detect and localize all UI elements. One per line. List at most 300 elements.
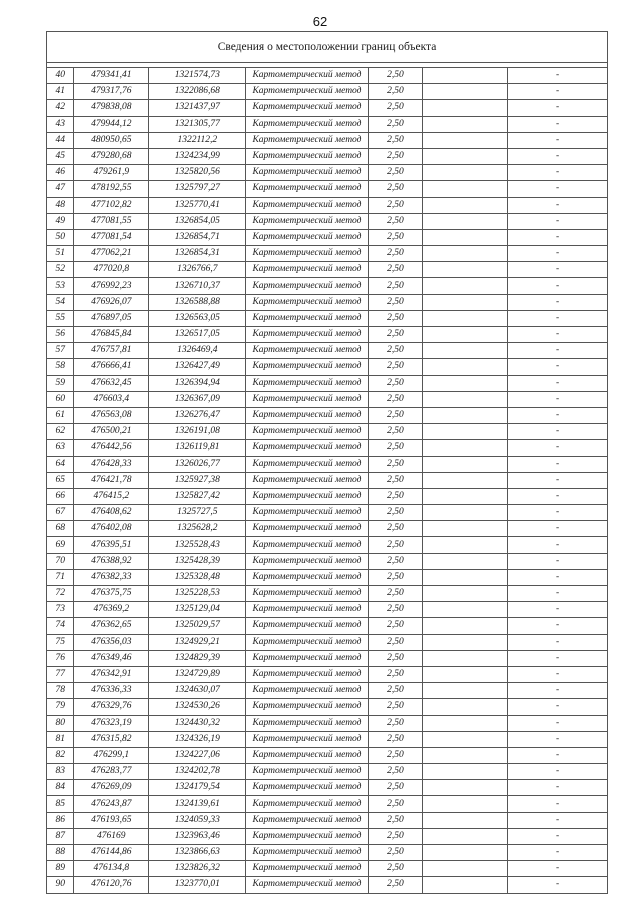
extra-cell-b: -: [508, 634, 608, 650]
x-coordinate-cell: 476402,08: [74, 521, 149, 537]
y-coordinate-cell: 1324234,99: [149, 148, 246, 164]
point-number-cell: 76: [47, 650, 74, 666]
extra-cell-b: -: [508, 796, 608, 812]
x-coordinate-cell: 477062,21: [74, 246, 149, 262]
table-row: [47, 424, 608, 440]
extra-cell-b: -: [508, 132, 608, 148]
accuracy-cell: 2,50: [368, 602, 423, 618]
extra-cell-a: [423, 521, 508, 537]
extra-cell-b: -: [508, 472, 608, 488]
point-number-cell: 77: [47, 666, 74, 682]
extra-cell-b: -: [508, 683, 608, 699]
extra-cell-a: [423, 650, 508, 666]
extra-cell-a: [423, 812, 508, 828]
point-number-cell: 63: [47, 440, 74, 456]
extra-cell-a: [423, 861, 508, 877]
boundary-coordinates-table: [46, 31, 608, 894]
extra-cell-b: -: [508, 699, 608, 715]
extra-cell-b: -: [508, 764, 608, 780]
point-number-cell: 84: [47, 780, 74, 796]
accuracy-cell: 2,50: [368, 683, 423, 699]
extra-cell-a: [423, 391, 508, 407]
table-row: [47, 310, 608, 326]
extra-cell-a: [423, 132, 508, 148]
table-row: [47, 197, 608, 213]
point-number-cell: 40: [47, 68, 74, 84]
point-number-cell: 51: [47, 246, 74, 262]
x-coordinate-cell: 476315,82: [74, 731, 149, 747]
extra-cell-a: [423, 715, 508, 731]
y-coordinate-cell: 1324430,32: [149, 715, 246, 731]
extra-cell-b: -: [508, 521, 608, 537]
extra-cell-a: [423, 148, 508, 164]
table-row: [47, 359, 608, 375]
method-cell: Картометрический метод: [246, 116, 368, 132]
accuracy-cell: 2,50: [368, 343, 423, 359]
y-coordinate-cell: 1325628,2: [149, 521, 246, 537]
table-row: [47, 715, 608, 731]
point-number-cell: 89: [47, 861, 74, 877]
accuracy-cell: 2,50: [368, 488, 423, 504]
table-row: [47, 262, 608, 278]
page-number: 62: [312, 14, 328, 29]
point-number-cell: 53: [47, 278, 74, 294]
method-cell: Картометрический метод: [246, 100, 368, 116]
point-number-cell: 48: [47, 197, 74, 213]
extra-cell-b: -: [508, 569, 608, 585]
table-row: [47, 440, 608, 456]
accuracy-cell: 2,50: [368, 246, 423, 262]
method-cell: Картометрический метод: [246, 181, 368, 197]
extra-cell-a: [423, 343, 508, 359]
method-cell: Картометрический метод: [246, 197, 368, 213]
x-coordinate-cell: 476897,05: [74, 310, 149, 326]
table-row: [47, 828, 608, 844]
extra-cell-b: -: [508, 359, 608, 375]
extra-cell-a: [423, 68, 508, 84]
table-row: [47, 278, 608, 294]
point-number-cell: 45: [47, 148, 74, 164]
method-cell: Картометрический метод: [246, 505, 368, 521]
x-coordinate-cell: 476362,65: [74, 618, 149, 634]
method-cell: Картометрический метод: [246, 132, 368, 148]
table-row: [47, 650, 608, 666]
extra-cell-a: [423, 634, 508, 650]
x-coordinate-cell: 476375,75: [74, 586, 149, 602]
extra-cell-b: -: [508, 780, 608, 796]
x-coordinate-cell: 479944,12: [74, 116, 149, 132]
extra-cell-b: -: [508, 375, 608, 391]
extra-cell-a: [423, 472, 508, 488]
method-cell: Картометрический метод: [246, 586, 368, 602]
table-row: [47, 618, 608, 634]
x-coordinate-cell: 476243,87: [74, 796, 149, 812]
extra-cell-b: -: [508, 747, 608, 763]
method-cell: Картометрический метод: [246, 407, 368, 423]
accuracy-cell: 2,50: [368, 828, 423, 844]
extra-cell-b: -: [508, 602, 608, 618]
x-coordinate-cell: 477081,54: [74, 229, 149, 245]
accuracy-cell: 2,50: [368, 424, 423, 440]
table-row: [47, 666, 608, 682]
y-coordinate-cell: 1325727,5: [149, 505, 246, 521]
y-coordinate-cell: 1325129,04: [149, 602, 246, 618]
table-header-row: [47, 32, 608, 63]
y-coordinate-cell: 1326427,49: [149, 359, 246, 375]
extra-cell-a: [423, 747, 508, 763]
accuracy-cell: 2,50: [368, 666, 423, 682]
y-coordinate-cell: 1323866,63: [149, 845, 246, 861]
point-number-cell: 66: [47, 488, 74, 504]
extra-cell-a: [423, 440, 508, 456]
table-row: [47, 407, 608, 423]
y-coordinate-cell: 1325827,42: [149, 488, 246, 504]
y-coordinate-cell: 1324530,26: [149, 699, 246, 715]
y-coordinate-cell: 1326469,4: [149, 343, 246, 359]
extra-cell-a: [423, 602, 508, 618]
accuracy-cell: 2,50: [368, 553, 423, 569]
method-cell: Картометрический метод: [246, 666, 368, 682]
y-coordinate-cell: 1326854,31: [149, 246, 246, 262]
y-coordinate-cell: 1326517,05: [149, 327, 246, 343]
accuracy-cell: 2,50: [368, 391, 423, 407]
method-cell: Картометрический метод: [246, 294, 368, 310]
extra-cell-a: [423, 359, 508, 375]
method-cell: Картометрический метод: [246, 359, 368, 375]
table-row: [47, 84, 608, 100]
point-number-cell: 43: [47, 116, 74, 132]
point-number-cell: 65: [47, 472, 74, 488]
extra-cell-b: -: [508, 407, 608, 423]
extra-cell-b: -: [508, 456, 608, 472]
extra-cell-b: -: [508, 424, 608, 440]
extra-cell-b: -: [508, 327, 608, 343]
y-coordinate-cell: 1325927,38: [149, 472, 246, 488]
method-cell: Картометрический метод: [246, 828, 368, 844]
accuracy-cell: 2,50: [368, 375, 423, 391]
point-number-cell: 81: [47, 731, 74, 747]
accuracy-cell: 2,50: [368, 780, 423, 796]
y-coordinate-cell: 1326710,37: [149, 278, 246, 294]
accuracy-cell: 2,50: [368, 262, 423, 278]
table-row: [47, 877, 608, 893]
extra-cell-a: [423, 407, 508, 423]
accuracy-cell: 2,50: [368, 699, 423, 715]
point-number-cell: 87: [47, 828, 74, 844]
extra-cell-b: -: [508, 391, 608, 407]
table-row: [47, 472, 608, 488]
y-coordinate-cell: 1326026,77: [149, 456, 246, 472]
table-row: [47, 747, 608, 763]
y-coordinate-cell: 1324829,39: [149, 650, 246, 666]
x-coordinate-cell: 476336,33: [74, 683, 149, 699]
table-row: [47, 375, 608, 391]
extra-cell-b: -: [508, 877, 608, 893]
y-coordinate-cell: 1325770,41: [149, 197, 246, 213]
y-coordinate-cell: 1324139,61: [149, 796, 246, 812]
x-coordinate-cell: 476134,8: [74, 861, 149, 877]
method-cell: Картометрический метод: [246, 521, 368, 537]
extra-cell-b: -: [508, 310, 608, 326]
x-coordinate-cell: 476563,08: [74, 407, 149, 423]
table-row: [47, 246, 608, 262]
table-row: [47, 343, 608, 359]
x-coordinate-cell: 476342,91: [74, 666, 149, 682]
accuracy-cell: 2,50: [368, 715, 423, 731]
extra-cell-a: [423, 84, 508, 100]
accuracy-cell: 2,50: [368, 310, 423, 326]
x-coordinate-cell: 479280,68: [74, 148, 149, 164]
y-coordinate-cell: 1326276,47: [149, 407, 246, 423]
accuracy-cell: 2,50: [368, 472, 423, 488]
table-body: [47, 68, 608, 894]
point-number-cell: 62: [47, 424, 74, 440]
table-row: [47, 165, 608, 181]
accuracy-cell: 2,50: [368, 537, 423, 553]
y-coordinate-cell: 1324227,06: [149, 747, 246, 763]
extra-cell-a: [423, 569, 508, 585]
table-row: [47, 569, 608, 585]
extra-cell-b: -: [508, 440, 608, 456]
extra-cell-a: [423, 278, 508, 294]
method-cell: Картометрический метод: [246, 553, 368, 569]
table-row: [47, 148, 608, 164]
x-coordinate-cell: 479341,41: [74, 68, 149, 84]
y-coordinate-cell: 1325328,48: [149, 569, 246, 585]
accuracy-cell: 2,50: [368, 877, 423, 893]
y-coordinate-cell: 1324179,54: [149, 780, 246, 796]
y-coordinate-cell: 1323770,01: [149, 877, 246, 893]
y-coordinate-cell: 1321574,73: [149, 68, 246, 84]
y-coordinate-cell: 1321437,97: [149, 100, 246, 116]
x-coordinate-cell: 476269,09: [74, 780, 149, 796]
x-coordinate-cell: 476283,77: [74, 764, 149, 780]
method-cell: Картометрический метод: [246, 812, 368, 828]
y-coordinate-cell: 1324202,78: [149, 764, 246, 780]
extra-cell-b: -: [508, 197, 608, 213]
extra-cell-a: [423, 537, 508, 553]
extra-cell-b: -: [508, 165, 608, 181]
x-coordinate-cell: 476369,2: [74, 602, 149, 618]
method-cell: Картометрический метод: [246, 796, 368, 812]
method-cell: Картометрический метод: [246, 861, 368, 877]
y-coordinate-cell: 1322086,68: [149, 84, 246, 100]
extra-cell-a: [423, 100, 508, 116]
extra-cell-a: [423, 780, 508, 796]
table-row: [47, 132, 608, 148]
y-coordinate-cell: 1326367,09: [149, 391, 246, 407]
method-cell: Картометрический метод: [246, 683, 368, 699]
y-coordinate-cell: 1326854,71: [149, 229, 246, 245]
table-row: [47, 796, 608, 812]
table-row: [47, 586, 608, 602]
extra-cell-b: -: [508, 715, 608, 731]
method-cell: Картометрический метод: [246, 877, 368, 893]
extra-cell-a: [423, 683, 508, 699]
accuracy-cell: 2,50: [368, 278, 423, 294]
point-number-cell: 59: [47, 375, 74, 391]
table-row: [47, 553, 608, 569]
accuracy-cell: 2,50: [368, 294, 423, 310]
accuracy-cell: 2,50: [368, 650, 423, 666]
x-coordinate-cell: 476356,03: [74, 634, 149, 650]
accuracy-cell: 2,50: [368, 845, 423, 861]
point-number-cell: 75: [47, 634, 74, 650]
x-coordinate-cell: 476415,2: [74, 488, 149, 504]
point-number-cell: 71: [47, 569, 74, 585]
point-number-cell: 56: [47, 327, 74, 343]
method-cell: Картометрический метод: [246, 472, 368, 488]
y-coordinate-cell: 1325029,57: [149, 618, 246, 634]
point-number-cell: 46: [47, 165, 74, 181]
y-coordinate-cell: 1326766,7: [149, 262, 246, 278]
method-cell: Картометрический метод: [246, 84, 368, 100]
point-number-cell: 79: [47, 699, 74, 715]
extra-cell-b: -: [508, 181, 608, 197]
extra-cell-b: -: [508, 828, 608, 844]
point-number-cell: 74: [47, 618, 74, 634]
table-row: [47, 861, 608, 877]
point-number-cell: 82: [47, 747, 74, 763]
point-number-cell: 47: [47, 181, 74, 197]
x-coordinate-cell: 476845,84: [74, 327, 149, 343]
point-number-cell: 70: [47, 553, 74, 569]
table-row: [47, 100, 608, 116]
extra-cell-a: [423, 505, 508, 521]
x-coordinate-cell: 476388,92: [74, 553, 149, 569]
method-cell: Картометрический метод: [246, 747, 368, 763]
y-coordinate-cell: 1326394,94: [149, 375, 246, 391]
x-coordinate-cell: 477102,82: [74, 197, 149, 213]
extra-cell-b: -: [508, 100, 608, 116]
extra-cell-b: -: [508, 488, 608, 504]
y-coordinate-cell: 1326588,88: [149, 294, 246, 310]
point-number-cell: 54: [47, 294, 74, 310]
extra-cell-b: -: [508, 84, 608, 100]
extra-cell-a: [423, 262, 508, 278]
point-number-cell: 67: [47, 505, 74, 521]
extra-cell-a: [423, 699, 508, 715]
x-coordinate-cell: 480950,65: [74, 132, 149, 148]
extra-cell-b: -: [508, 343, 608, 359]
extra-cell-a: [423, 666, 508, 682]
accuracy-cell: 2,50: [368, 764, 423, 780]
accuracy-cell: 2,50: [368, 407, 423, 423]
y-coordinate-cell: 1323963,46: [149, 828, 246, 844]
accuracy-cell: 2,50: [368, 68, 423, 84]
x-coordinate-cell: 477081,55: [74, 213, 149, 229]
extra-cell-a: [423, 764, 508, 780]
y-coordinate-cell: 1323826,32: [149, 861, 246, 877]
extra-cell-b: -: [508, 845, 608, 861]
table-row: [47, 521, 608, 537]
method-cell: Картометрический метод: [246, 375, 368, 391]
table-row: [47, 699, 608, 715]
extra-cell-b: -: [508, 861, 608, 877]
method-cell: Картометрический метод: [246, 569, 368, 585]
point-number-cell: 42: [47, 100, 74, 116]
method-cell: Картометрический метод: [246, 618, 368, 634]
extra-cell-a: [423, 424, 508, 440]
point-number-cell: 41: [47, 84, 74, 100]
x-coordinate-cell: 476329,76: [74, 699, 149, 715]
x-coordinate-cell: 476442,56: [74, 440, 149, 456]
x-coordinate-cell: 476323,19: [74, 715, 149, 731]
extra-cell-a: [423, 181, 508, 197]
accuracy-cell: 2,50: [368, 165, 423, 181]
method-cell: Картометрический метод: [246, 634, 368, 650]
accuracy-cell: 2,50: [368, 634, 423, 650]
method-cell: Картометрический метод: [246, 764, 368, 780]
y-coordinate-cell: 1324630,07: [149, 683, 246, 699]
extra-cell-a: [423, 828, 508, 844]
point-number-cell: 44: [47, 132, 74, 148]
point-number-cell: 55: [47, 310, 74, 326]
table-row: [47, 294, 608, 310]
method-cell: Картометрический метод: [246, 148, 368, 164]
extra-cell-a: [423, 197, 508, 213]
y-coordinate-cell: 1324326,19: [149, 731, 246, 747]
table-row: [47, 391, 608, 407]
method-cell: Картометрический метод: [246, 213, 368, 229]
y-coordinate-cell: 1326191,08: [149, 424, 246, 440]
method-cell: Картометрический метод: [246, 391, 368, 407]
method-cell: Картометрический метод: [246, 229, 368, 245]
extra-cell-b: -: [508, 618, 608, 634]
x-coordinate-cell: 476666,41: [74, 359, 149, 375]
table-row: [47, 537, 608, 553]
method-cell: Картометрический метод: [246, 488, 368, 504]
table-row: [47, 683, 608, 699]
table-row: [47, 116, 608, 132]
method-cell: Картометрический метод: [246, 262, 368, 278]
extra-cell-a: [423, 213, 508, 229]
accuracy-cell: 2,50: [368, 618, 423, 634]
method-cell: Картометрический метод: [246, 780, 368, 796]
y-coordinate-cell: 1326854,05: [149, 213, 246, 229]
x-coordinate-cell: 476500,21: [74, 424, 149, 440]
method-cell: Картометрический метод: [246, 246, 368, 262]
point-number-cell: 88: [47, 845, 74, 861]
x-coordinate-cell: 476349,46: [74, 650, 149, 666]
method-cell: Картометрический метод: [246, 440, 368, 456]
table-title: Сведения о местоположении границ объекта: [47, 32, 608, 63]
x-coordinate-cell: 476757,81: [74, 343, 149, 359]
y-coordinate-cell: 1325428,39: [149, 553, 246, 569]
method-cell: Картометрический метод: [246, 310, 368, 326]
extra-cell-b: -: [508, 586, 608, 602]
accuracy-cell: 2,50: [368, 197, 423, 213]
method-cell: Картометрический метод: [246, 731, 368, 747]
x-coordinate-cell: 476193,65: [74, 812, 149, 828]
x-coordinate-cell: 476632,45: [74, 375, 149, 391]
extra-cell-a: [423, 375, 508, 391]
extra-cell-a: [423, 877, 508, 893]
accuracy-cell: 2,50: [368, 116, 423, 132]
extra-cell-b: -: [508, 229, 608, 245]
point-number-cell: 68: [47, 521, 74, 537]
y-coordinate-cell: 1325797,27: [149, 181, 246, 197]
extra-cell-b: -: [508, 68, 608, 84]
accuracy-cell: 2,50: [368, 181, 423, 197]
point-number-cell: 72: [47, 586, 74, 602]
extra-cell-a: [423, 327, 508, 343]
accuracy-cell: 2,50: [368, 84, 423, 100]
point-number-cell: 57: [47, 343, 74, 359]
extra-cell-b: -: [508, 294, 608, 310]
extra-cell-a: [423, 229, 508, 245]
extra-cell-a: [423, 294, 508, 310]
